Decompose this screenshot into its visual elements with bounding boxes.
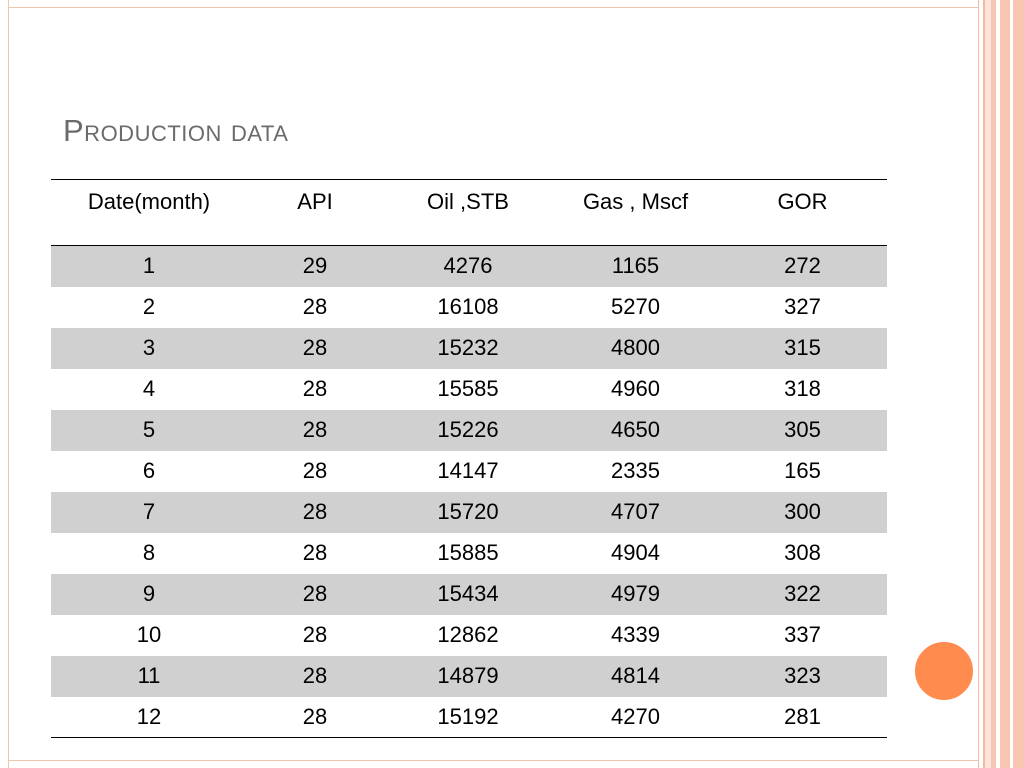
- cell-gas: 4814: [611, 663, 660, 688]
- cell-month: 6: [142, 458, 156, 483]
- table-header-row: [51, 180, 887, 246]
- cell-month: 1: [142, 253, 156, 279]
- table-row: [51, 697, 887, 738]
- cell-month: 4: [142, 376, 156, 401]
- cell-api: 28: [247, 697, 383, 738]
- cell-oil: 14879: [437, 663, 499, 688]
- production-table: [51, 179, 887, 738]
- cell-gor: 281: [718, 697, 887, 738]
- cell-month: 5: [142, 417, 156, 442]
- cell-oil: 15192: [383, 697, 553, 738]
- cell-oil: 15226: [437, 417, 499, 442]
- table-row: [51, 451, 887, 492]
- cell-oil: 15585: [437, 376, 499, 401]
- cell-api: 28: [302, 417, 328, 442]
- cell-gor: 323: [784, 663, 821, 688]
- cell-oil: 12862: [437, 622, 499, 647]
- cell-api: 28: [302, 458, 328, 483]
- cell-api: 28: [302, 581, 328, 606]
- cell-oil: 15720: [437, 499, 499, 524]
- cell-gas: 5270: [611, 294, 660, 319]
- cell-gas: 1165: [611, 253, 660, 279]
- cell-oil: 15232: [437, 335, 499, 360]
- cell-oil: 15434: [437, 581, 499, 606]
- table-row: [51, 410, 887, 451]
- slide-frame-line-bottom: [8, 760, 978, 761]
- cell-api: 28: [302, 294, 328, 319]
- cell-month: 8: [142, 540, 156, 565]
- cell-gas: 4339: [611, 622, 660, 647]
- header-oil-stb: Oil ,STB: [383, 180, 553, 246]
- table-row: [51, 492, 887, 533]
- cell-gas: 4270: [553, 697, 718, 738]
- orange-circle-icon: [913, 640, 975, 702]
- slide-right-band: [978, 0, 1024, 768]
- cell-gor: 322: [784, 581, 821, 606]
- cell-oil: 15885: [437, 540, 499, 565]
- header-date-month: Date(month): [51, 180, 247, 246]
- header-gor: GOR: [718, 180, 887, 246]
- cell-api: 28: [302, 622, 328, 647]
- slide-title: Production data: [63, 113, 289, 148]
- table-row: [51, 369, 887, 410]
- cell-gor: 318: [784, 376, 821, 401]
- cell-gor: 337: [784, 622, 821, 647]
- cell-api: 28: [302, 499, 328, 524]
- cell-month: 2: [142, 294, 156, 319]
- cell-api: 28: [302, 335, 328, 360]
- slide-frame-line-left: [8, 7, 9, 761]
- cell-month: 12: [51, 697, 247, 738]
- cell-gas: 4979: [611, 581, 660, 606]
- cell-month: 9: [142, 581, 156, 606]
- cell-gas: 4960: [611, 376, 660, 401]
- cell-month: 7: [142, 499, 156, 524]
- table-row: [51, 287, 887, 328]
- cell-oil: 14147: [437, 458, 499, 483]
- cell-gor: 165: [784, 458, 821, 483]
- cell-oil: 16108: [437, 294, 499, 319]
- cell-month: 11: [137, 663, 161, 688]
- header-gas-mscf: Gas , Mscf: [553, 180, 718, 246]
- cell-api: 29: [302, 253, 328, 279]
- cell-gor: 327: [784, 294, 821, 319]
- cell-gor: 300: [784, 499, 821, 524]
- cell-gor: 305: [784, 417, 821, 442]
- cell-gor: 308: [784, 540, 821, 565]
- cell-month: 10: [136, 622, 162, 647]
- cell-gas: 4800: [611, 335, 660, 360]
- cell-gor: 315: [784, 335, 821, 360]
- cell-gas: 2335: [611, 458, 660, 483]
- table-row: [51, 656, 887, 697]
- cell-gor: 272: [784, 253, 821, 279]
- table-row: [51, 328, 887, 369]
- table-row: [51, 615, 887, 656]
- cell-api: 28: [302, 540, 328, 565]
- cell-oil: 4276: [443, 253, 493, 279]
- table-row: [51, 246, 887, 287]
- table-row: [51, 533, 887, 574]
- slide-frame-line-top: [8, 7, 978, 8]
- cell-api: 28: [302, 663, 328, 688]
- table-row: [51, 574, 887, 615]
- cell-month: 3: [142, 335, 156, 360]
- cell-api: 28: [302, 376, 328, 401]
- cell-gas: 4650: [611, 417, 660, 442]
- cell-gas: 4707: [611, 499, 660, 524]
- header-api: API: [247, 180, 383, 246]
- cell-gas: 4904: [611, 540, 660, 565]
